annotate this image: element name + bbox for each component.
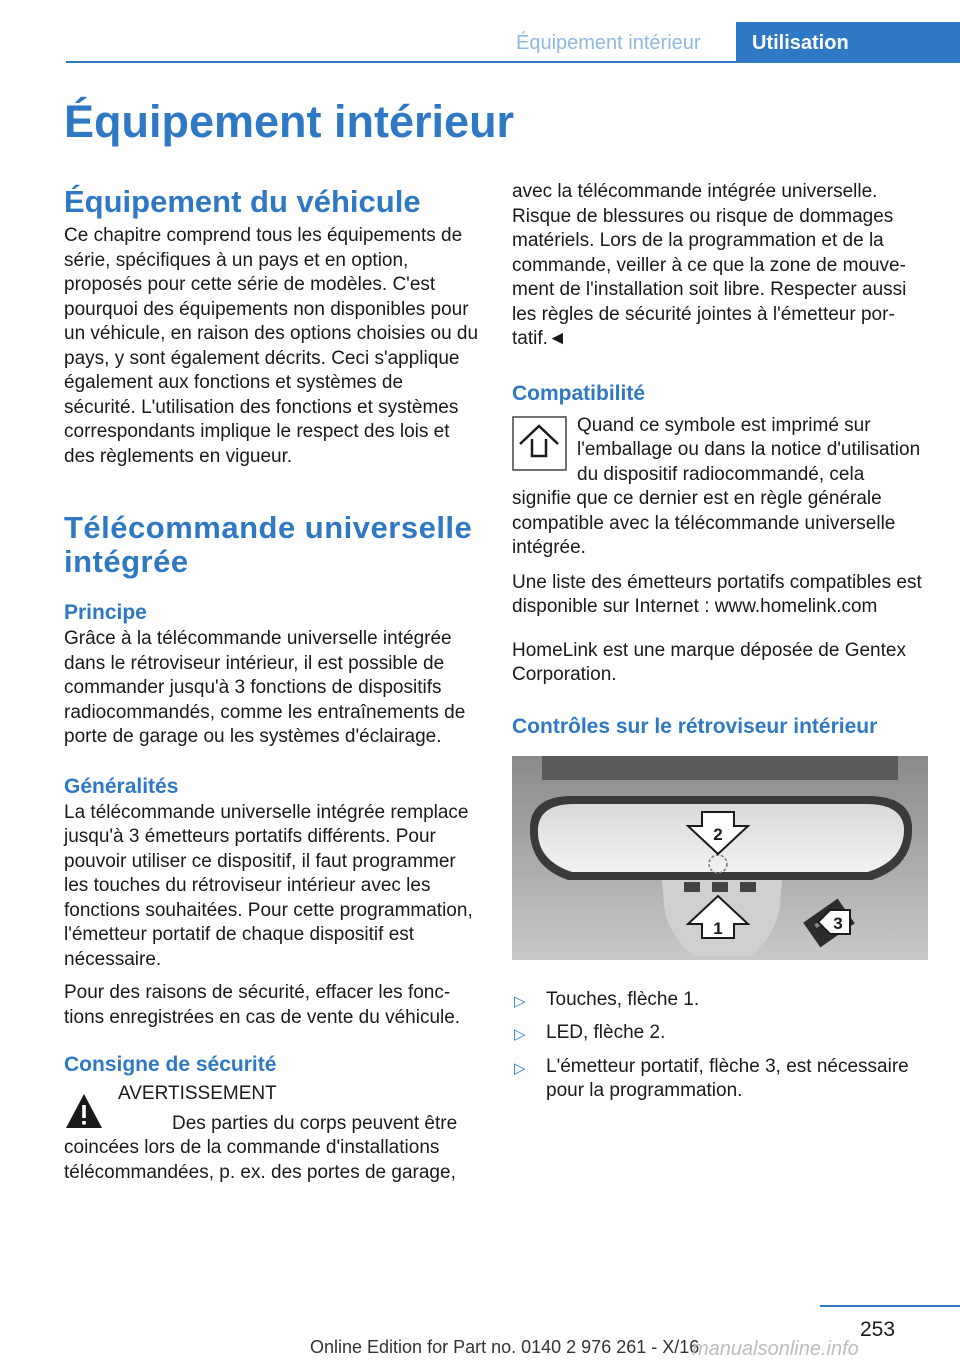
home-arrow-icon <box>512 416 567 471</box>
triangle-bullet-icon: ▷ <box>514 1026 526 1043</box>
paragraph-compatibilite-1: Quand ce symbole est imprimé sur l'emballage ou dans la notice d'utilisation du dispositif radiocommandé, cela signifie que ce dernier est en règle générale compatible avec la télécommande universelle intégrée. <box>512 414 921 558</box>
paragraph-generalites-1: La télécommande universelle intégrée remplace jusqu'à 3 émetteurs portatifs différents. Pour pouvoir utiliser ce dispositif, il faut programmer les touches du rétroviseur intérieur avec les fonctions souhaitées. Pour cette programmation, l'émetteur portatif de chaque dispositif est nécessaire. <box>64 801 473 970</box>
paragraph-generalites-2: Pour des raisons de sécurité, effacer les fonctions enregistrées en cas de vente du véhicule. <box>64 982 461 1028</box>
photo-label-3: 3 <box>833 913 843 933</box>
paragraph-homelink: HomeLink est une marque déposée de Gentex Corporation. <box>512 639 906 685</box>
warning-block <box>64 1082 480 1185</box>
controls-list <box>512 988 928 1104</box>
list-item: ▷ LED, flèche 2. <box>512 1021 928 1046</box>
triangle-bullet-icon: ▷ <box>514 992 526 1010</box>
footer-edition: Online Edition for Part no. 0140 2 976 261 - X/16 <box>310 1337 700 1357</box>
photo-label-2: 2 <box>713 824 723 844</box>
right-column <box>512 180 928 1113</box>
photo-label-1: 1 <box>713 918 723 938</box>
page-number: 253 <box>860 1318 896 1341</box>
heading-vehicle-equipment: Équipement du véhicule <box>64 184 421 219</box>
paragraph-vehicle-equipment: Ce chapitre comprend tous les équipements de série, spécifiques à un pays et en option, proposés pour cette série de modèles. C'est pourquoi des équipements non disponibles pour un véhicule, en raison des options choisies ou du pays, y sont également décrits. Ceci s'applique également aux fonctions et systèmes de sécurité. L'utilisation des fonctions et systèmes correspondants implique le respect des lois et des règlements en vigueur. <box>64 225 479 467</box>
mirror-photo <box>512 756 928 960</box>
left-column <box>64 180 480 1185</box>
paragraph-warning-continued: avec la télécommande intégrée universelle. Risque de blessures ou risque de dommages matériels. Lors de la programmation et de la commande, veiller à ce que la zone de mouvement de l'installation soit libre. Respecter aussi les règles de sécurité jointes à l'émetteur portatif.◄ <box>512 181 907 349</box>
header-section-label: Équipement intérieur <box>516 32 701 54</box>
paragraph-compatibilite-2: Une liste des émetteurs portatifs compatibles est disponible sur Internet : www.homelink.com <box>512 571 922 617</box>
warning-triangle-icon <box>64 1092 104 1130</box>
header-tab: Utilisation <box>736 22 960 63</box>
header-rule <box>66 61 960 63</box>
heading-generalites: Généralités <box>64 774 179 798</box>
list-item: ▷ Touches, flèche 1. <box>512 988 928 1013</box>
warning-text: Des parties du corps peuvent être coincées lors de la commande d'installations télécommandées, p. ex. des portes de garage, <box>64 1112 458 1183</box>
list-item: ▷ L'émetteur portatif, flèche 3, est nécessaire pour la programmation. <box>514 1055 909 1101</box>
heading-principe: Principe <box>64 601 147 624</box>
heading-safety: Consigne de sécurité <box>64 1053 277 1076</box>
compat-block <box>512 414 928 561</box>
heading-universal-remote: Télécommande universelle intégrée <box>64 510 473 579</box>
paragraph-principe: Grâce à la télécommande universelle intégrée dans le rétroviseur intérieur, il est possible de commander jusqu'à 3 fonctions de dispositifs radiocommandés, comme les entraînements de porte de garage ou les systèmes d'éclairage. <box>64 628 466 747</box>
warning-title: AVERTISSEMENT <box>118 1083 277 1104</box>
triangle-bullet-icon: ▷ <box>514 1059 526 1077</box>
heading-compatibilite: Compatibilité <box>512 381 646 405</box>
watermark: manualsonline.info <box>692 1338 859 1360</box>
heading-controls: Contrôles sur le rétroviseur intérieur <box>512 714 878 738</box>
page-number-rule <box>820 1305 960 1307</box>
page-title: Équipement intérieur <box>64 96 515 147</box>
